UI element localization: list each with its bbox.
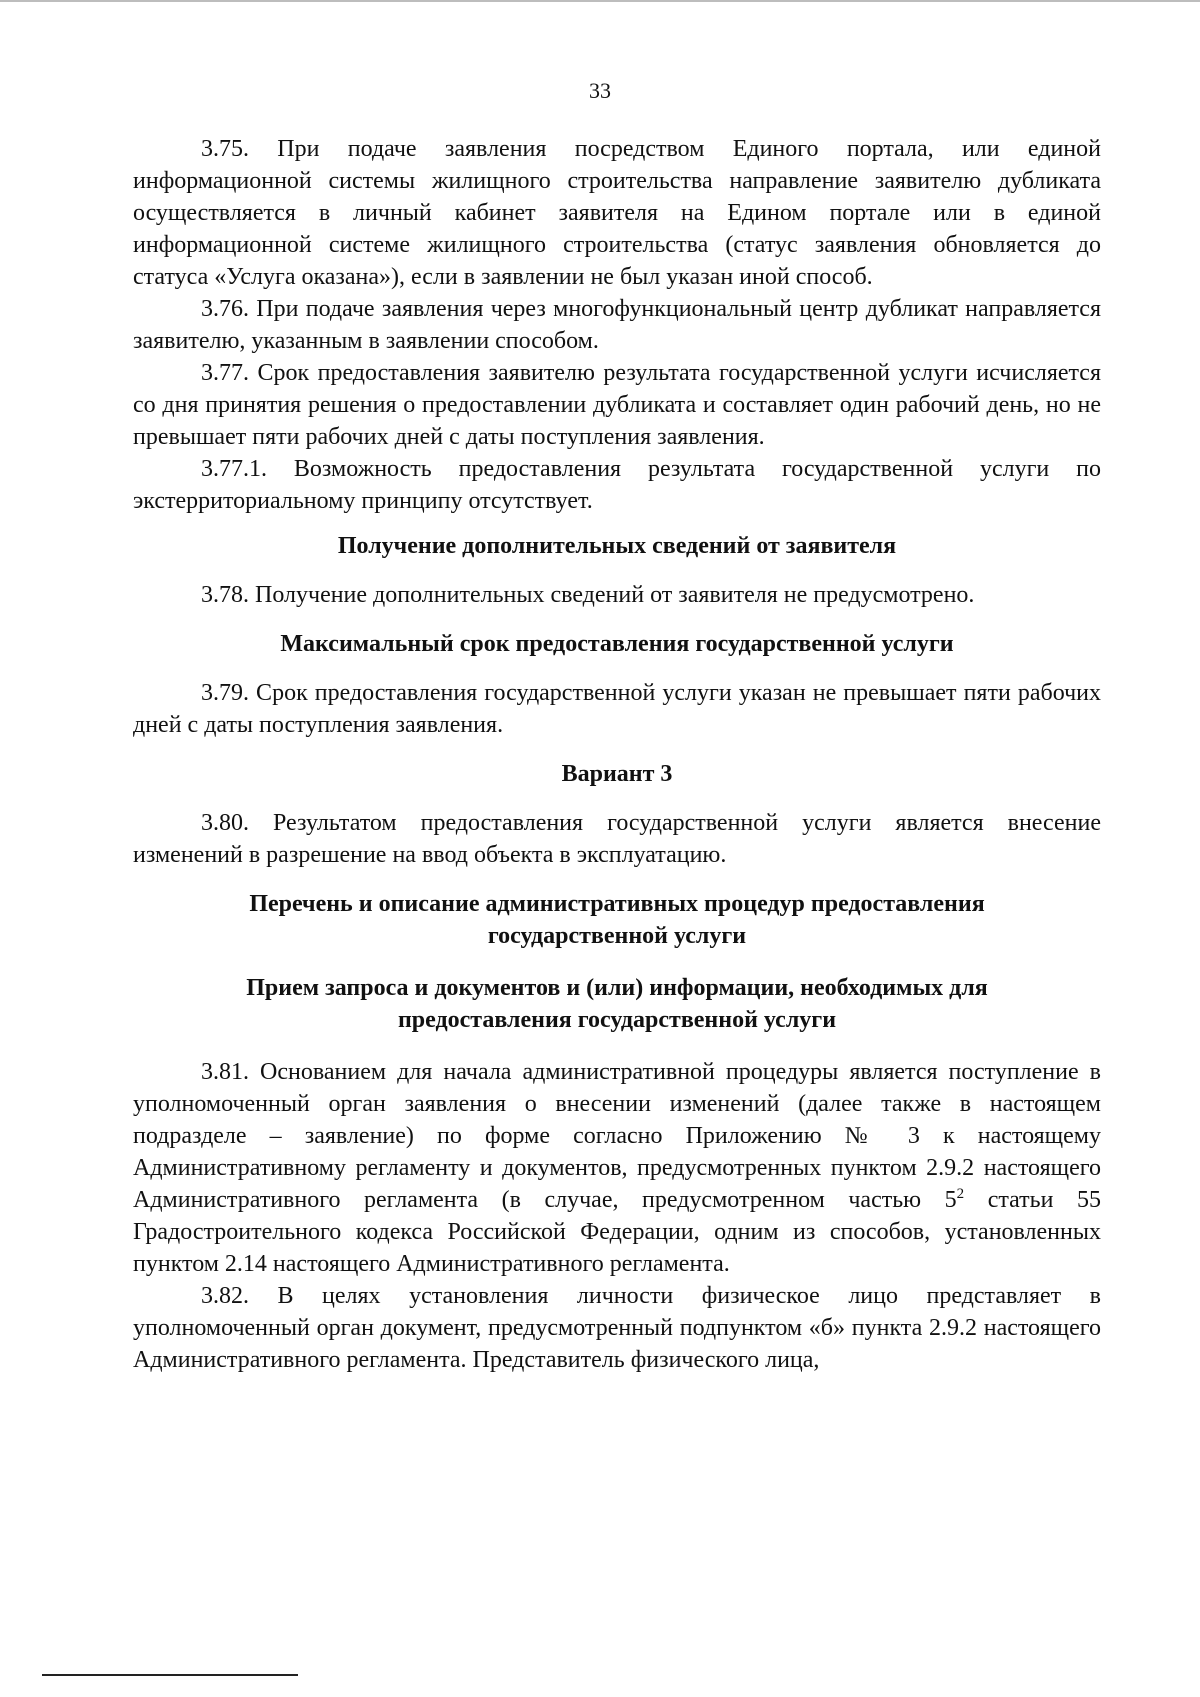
paragraph-3-77-1: 3.77.1. Возможность предоставления результата государственной услуги по экстерриториальному принципу отсутствует.: [133, 456, 1101, 514]
heading-procedures: [133, 888, 1101, 952]
document-body: [133, 133, 1101, 1376]
paragraph-3-81-text-end: статьи 55 Градостроительного кодекса Российской Федерации, одним из способов, установленных пунктом 2.14 настоящего Административного регламента.: [133, 1187, 1101, 1277]
paragraph-3-77: 3.77. Срок предоставления заявителю результата государственной услуги исчисляется со дня принятия решения о предоставлении дубликата и составляет один рабочий день, но не превышает пяти рабочих дней с даты поступления заявления.: [133, 360, 1101, 450]
heading-variant-3: Вариант 3: [561, 761, 673, 787]
superscript-index: 2: [956, 1186, 965, 1202]
paragraph-3-82: 3.82. В целях установления личности физическое лицо представляет в уполномоченный орган документ, предусмотренный подпунктом «б» пункта 2.9.2 настоящего Административного регламента. Представитель физического лица,: [133, 1283, 1101, 1373]
paragraph-3-80: 3.80. Результатом предоставления государственной услуги является внесение изменений в разрешение на ввод объекта в эксплуатацию.: [133, 810, 1101, 868]
paragraph-3-76: 3.76. При подаче заявления через многофункциональный центр дубликат направляется заявителю, указанным в заявлении способом.: [133, 296, 1101, 354]
heading-procedures-line-2: государственной услуги: [487, 923, 747, 949]
paragraph-3-75: 3.75. При подаче заявления посредством Единого портала, или единой информационной системы жилищного строительства направление заявителю дубликата осуществляется в личный кабинет заявителя на Едином портале или в единой информационной системе жилищного строительства (статус заявления обновляется до статуса «Услуга оказана»), если в заявлении не был указан иной способ.: [133, 136, 1101, 290]
page-top-edge: [0, 0, 1200, 2]
heading-reception: [133, 972, 1101, 1036]
heading-reception-line-2: предоставления государственной услуги: [397, 1007, 837, 1033]
paragraph-3-81-text-start: 3.81. Основанием для начала административной процедуры является поступление в уполномоченный орган заявления о внесении изменений (далее также в настоящем подразделе – заявление) по форме согласно Приложению № 3 к настоящему Административному регламенту и документов, предусмотренных пунктом 2.9.2 настоящего Административного регламента (в случае, предусмотренном частью 5: [133, 1059, 1101, 1213]
page-number: 33: [589, 78, 611, 103]
heading-max-term: Максимальный срок предоставления государственной услуги: [280, 631, 954, 657]
footnote-rule: [42, 1674, 298, 1676]
paragraph-3-78: 3.78. Получение дополнительных сведений от заявителя не предусмотрено.: [201, 582, 975, 608]
heading-procedures-line-1: Перечень и описание административных процедур предоставления: [249, 891, 985, 917]
paragraph-3-81: [133, 1056, 1101, 1280]
heading-reception-line-1: Прием запроса и документов и (или) информации, необходимых для: [246, 975, 988, 1001]
heading-additional-info: Получение дополнительных сведений от заявителя: [337, 533, 897, 559]
paragraph-3-79: 3.79. Срок предоставления государственной услуги указан не превышает пяти рабочих дней с даты поступления заявления.: [133, 680, 1101, 738]
